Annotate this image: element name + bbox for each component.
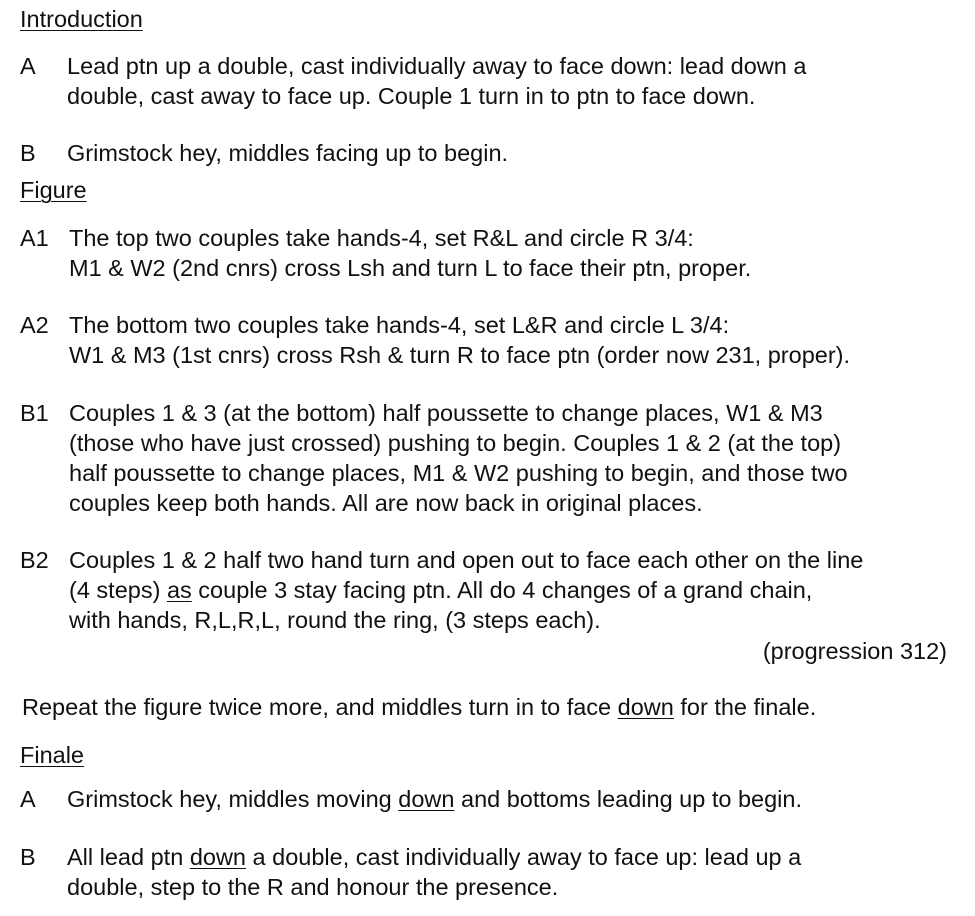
entry-label: A1 [20,225,49,251]
figure-entry-a1 [20,223,965,283]
underlined-word: as [166,577,192,603]
text-line: Lead ptn up a double, cast individually away to face down: lead down a [67,53,807,79]
underlined-word: down [617,694,674,720]
text-line: half poussette to change places, M1 & W2 pushing to begin, and those two [69,460,848,486]
text-line: Couples 1 & 2 half two hand turn and open out to face each other on the line [69,547,864,573]
text-line: (those who have just crossed) pushing to begin. Couples 1 & 2 (at the top) [69,430,842,456]
text-segment: couple 3 stay facing ptn. All do 4 changes of a grand chain, [191,577,813,603]
text-line: with hands, R,L,R,L, round the ring, (3 steps each). [69,607,601,633]
figure-entry-b1 [20,398,965,518]
text-line: The bottom two couples take hands-4, set L&R and circle L 3/4: [69,312,730,338]
figure-heading: Figure [20,177,87,203]
entry-label: B [20,844,36,870]
figure-entry-b2 [20,545,965,635]
text-line [67,784,965,814]
entry-label: B2 [20,547,49,573]
text-segment: All lead ptn [67,844,190,870]
entry-label: B [20,140,36,166]
text-line: double, cast away to face up. Couple 1 turn in to ptn to face down. [67,83,756,109]
finale-heading: Finale [20,742,85,768]
entry-label: A2 [20,312,49,338]
progression-note: (progression 312) [762,638,947,664]
entry-text [67,138,965,168]
repeat-instruction [22,692,816,722]
entry-text [69,310,965,370]
entry-text [67,784,965,814]
text-segment: and bottoms leading up to begin. [454,786,803,812]
text-segment: for the finale. [673,694,817,720]
text-line: Grimstock hey, middles facing up to begin. [67,140,509,166]
text-line: Couples 1 & 3 (at the bottom) half poussette to change places, W1 & M3 [69,400,823,426]
text-segment: Repeat the figure twice more, and middles turn in to face [22,694,618,720]
finale-entry-a [20,784,965,814]
text-line: couples keep both hands. All are now back in original places. [69,490,703,516]
text-segment: Grimstock hey, middles moving [67,786,399,812]
entry-label: A [20,786,36,812]
entry-text [69,545,965,635]
text-line [69,575,965,605]
text-line: double, step to the R and honour the presence. [67,874,559,900]
entry-text [67,842,965,902]
underlined-word: down [189,844,246,870]
text-segment: a double, cast individually away to face up: lead up a [246,844,802,870]
entry-text [67,51,965,111]
text-line [67,842,965,872]
intro-entry-b [20,138,965,168]
figure-entry-a2 [20,310,965,370]
entry-text [69,223,965,283]
entry-label: A [20,53,36,79]
intro-entry-a [20,51,965,111]
entry-label: B1 [20,400,49,426]
text-segment: (4 steps) [69,577,167,603]
finale-entry-b [20,842,965,902]
entry-text [69,398,965,518]
text-line: W1 & M3 (1st cnrs) cross Rsh & turn R to face ptn (order now 231, proper). [69,342,851,368]
text-line: M1 & W2 (2nd cnrs) cross Lsh and turn L to face their ptn, proper. [69,255,752,281]
introduction-heading: Introduction [20,6,143,32]
text-line: The top two couples take hands-4, set R&L and circle R 3/4: [69,225,694,251]
underlined-word: down [398,786,455,812]
